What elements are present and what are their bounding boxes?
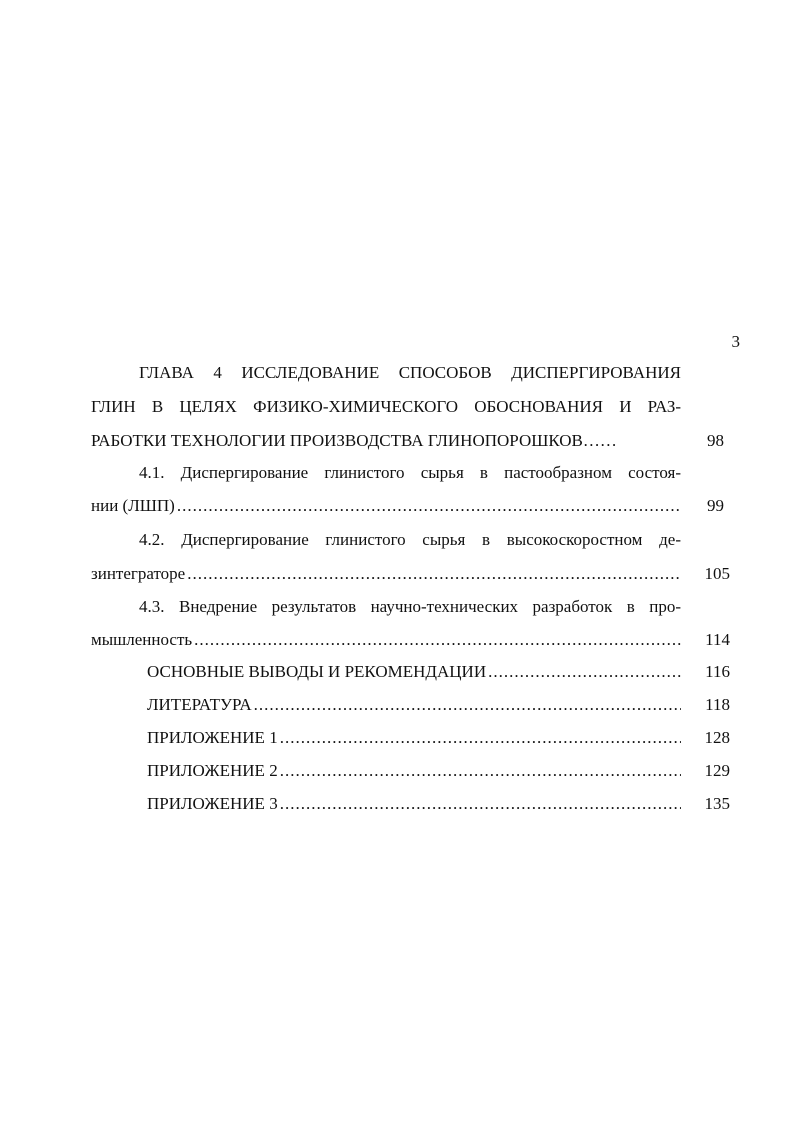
appendix-1-page: 128 xyxy=(704,728,730,747)
section-4-2-line-2-text: зинтеграторе xyxy=(91,564,186,583)
appendix-3-page: 135 xyxy=(704,794,730,813)
section-4-1-line-1: 4.1. Диспергирование глинистого сырья в пастообразном состоя- xyxy=(139,463,681,482)
appendix-2-page: 129 xyxy=(704,761,730,780)
conclusions-line xyxy=(147,661,681,683)
section-4-3-line-2 xyxy=(91,629,681,651)
appendix-1-line xyxy=(147,727,681,749)
section-4-1-line-2 xyxy=(91,495,681,517)
appendix-3-label: ПРИЛОЖЕНИЕ 3 xyxy=(147,794,278,813)
section-4-2-page: 105 xyxy=(704,564,730,583)
chapter-4-title-line-2: ГЛИН В ЦЕЛЯХ ФИЗИКО-ХИМИЧЕСКОГО ОБОСНОВАНИЯ И РАЗ- xyxy=(91,397,681,416)
dot-leader xyxy=(254,694,681,716)
section-4-3-line-1: 4.3. Внедрение результатов научно-технических разработок в про- xyxy=(139,597,681,616)
literature-page: 118 xyxy=(705,695,730,714)
literature-line xyxy=(147,694,681,716)
section-4-3-line-2-text: мышленность xyxy=(91,630,193,649)
dot-leader xyxy=(194,629,681,651)
chapter-4-title-line-3: РАБОТКИ ТЕХНОЛОГИИ ПРОИЗВОДСТВА ГЛИНОПОРОШКОВ…… xyxy=(91,431,617,450)
dot-leader xyxy=(280,727,681,749)
dot-leader xyxy=(177,495,681,517)
dot-leader xyxy=(187,563,681,585)
dot-leader xyxy=(488,661,681,683)
chapter-4-page: 98 xyxy=(707,431,724,450)
conclusions-label: ОСНОВНЫЕ ВЫВОДЫ И РЕКОМЕНДАЦИИ xyxy=(147,662,487,681)
appendix-2-label: ПРИЛОЖЕНИЕ 2 xyxy=(147,761,278,780)
dot-leader xyxy=(280,793,681,815)
page-number: 3 xyxy=(731,332,740,351)
conclusions-page: 116 xyxy=(705,662,730,681)
section-4-1-page: 99 xyxy=(707,496,724,515)
section-4-2-line-1: 4.2. Диспергирование глинистого сырья в высокоскоростном де- xyxy=(139,530,681,549)
appendix-3-line xyxy=(147,793,681,815)
section-4-1-line-2-text: нии (ЛШП) xyxy=(91,496,175,515)
appendix-1-label: ПРИЛОЖЕНИЕ 1 xyxy=(147,728,278,747)
section-4-3-page: 114 xyxy=(705,630,730,649)
dot-leader xyxy=(280,760,681,782)
appendix-2-line xyxy=(147,760,681,782)
chapter-4-title-line-1: ГЛАВА 4 ИССЛЕДОВАНИЕ СПОСОБОВ ДИСПЕРГИРОВАНИЯ xyxy=(139,363,681,382)
literature-label: ЛИТЕРАТУРА xyxy=(147,695,252,714)
section-4-2-line-2 xyxy=(91,563,681,585)
